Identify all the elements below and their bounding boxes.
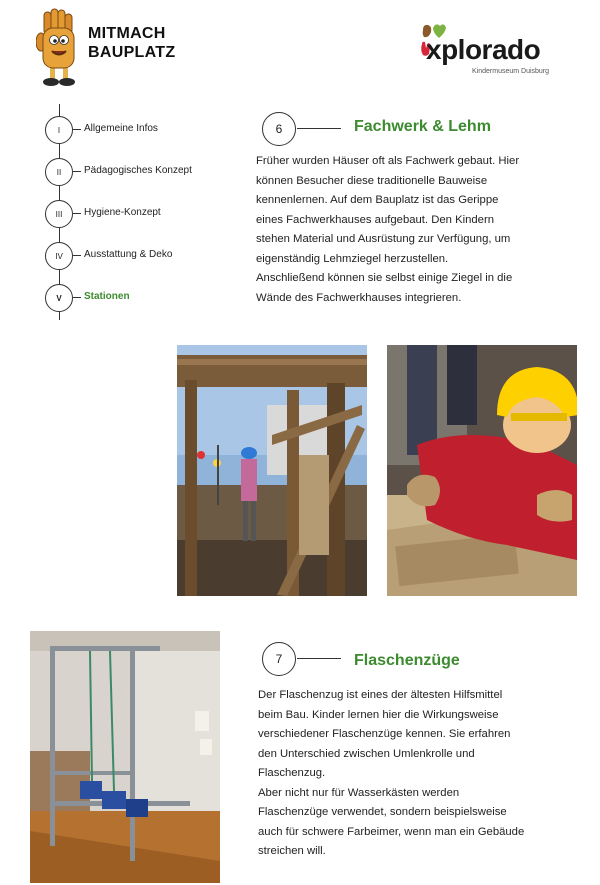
section-number-6: 6 [262,112,296,146]
nav-connector [73,255,81,256]
text-line: Aber nicht nur für Wasserkästen werden [258,786,460,799]
section-connector [297,658,341,659]
text-line: Anschließend können sie selbst einige Ziegel in die [256,272,513,284]
photo-pulley-scaffold [30,631,220,883]
explorado-logo [420,22,580,78]
section-number-7: 7 [262,642,296,676]
nav-item-allgemeine-infos[interactable] [40,116,240,146]
nav-item-paedagogisches-konzept[interactable] [40,158,240,188]
nav-number: II [45,158,73,186]
nav-label: Hygiene-Konzept [84,207,161,218]
section-connector [297,128,341,129]
nav-item-stationen[interactable] [40,284,240,314]
brand-line-2: BAUPLATZ [88,44,176,61]
nav-label: Allgemeine Infos [84,123,158,134]
nav-number: V [45,284,73,312]
text-line: Der Flaschenzug ist eines der ältesten Hilfsmittel [258,689,503,701]
logo-word: xplorado [426,34,541,65]
text-line: eigenständig Lehmziegel herzustellen. [256,252,449,265]
photo-child-making-clay-bricks [387,345,577,596]
nav-number: III [45,200,73,228]
section-navigation [40,104,240,324]
brand-line-1: MITMACH [88,25,166,42]
nav-connector [73,297,81,298]
nav-connector [73,129,81,130]
text-line: Flaschenzug. [258,767,326,779]
nav-item-hygiene-konzept[interactable] [40,200,240,230]
section-title-flaschenzuege: Flaschenzüge [354,652,460,669]
logo-subtitle: Kindermuseum Duisburg [472,68,550,75]
nav-label: Ausstattung & Deko [84,249,173,260]
text-line: verschiedener Flaschenzüge kennen. Sie erfahren [258,728,511,740]
section-title-fachwerk: Fachwerk & Lehm [354,118,491,135]
text-line: stehen Material und Ausrüstung zur Verfügung, um [256,233,511,245]
text-line: Flaschenzüge verwendet, sondern beispielsweise [258,806,507,818]
text-line: Wände des Fachwerkhauses integrieren. [256,291,462,304]
nav-number: IV [45,242,73,270]
text-line: auch für schwere Farbeimer, wenn man ein Gebäude [258,825,525,838]
text-line: den Unterschied zwischen Umlenkrolle und [258,747,475,760]
section-text-fachwerk [256,152,519,308]
brand-title [88,24,175,62]
mascot-glove-logo [36,8,86,88]
nav-label: Pädagogisches Konzept [84,165,192,176]
text-line: Früher wurden Häuser oft als Fachwerk gebaut. Hier [256,155,520,167]
text-line: streichen will. [258,845,326,857]
text-line: eines Fachwerkhauses aufgebaut. Den Kindern [256,213,495,226]
text-line: kennenlernen. Auf dem Bauplatz ist das Gerippe [256,194,499,206]
nav-connector [73,171,81,172]
nav-label: Stationen [84,291,130,302]
section-text-flaschenzuege [258,686,524,862]
photo-timber-frame-house [177,345,367,596]
nav-connector [73,213,81,214]
text-line: können Besucher diese traditionelle Bauweise [256,174,488,187]
text-line: beim Bau. Kinder lernen hier die Wirkungsweise [258,708,499,721]
nav-number: I [45,116,73,144]
nav-item-ausstattung-deko[interactable] [40,242,240,272]
